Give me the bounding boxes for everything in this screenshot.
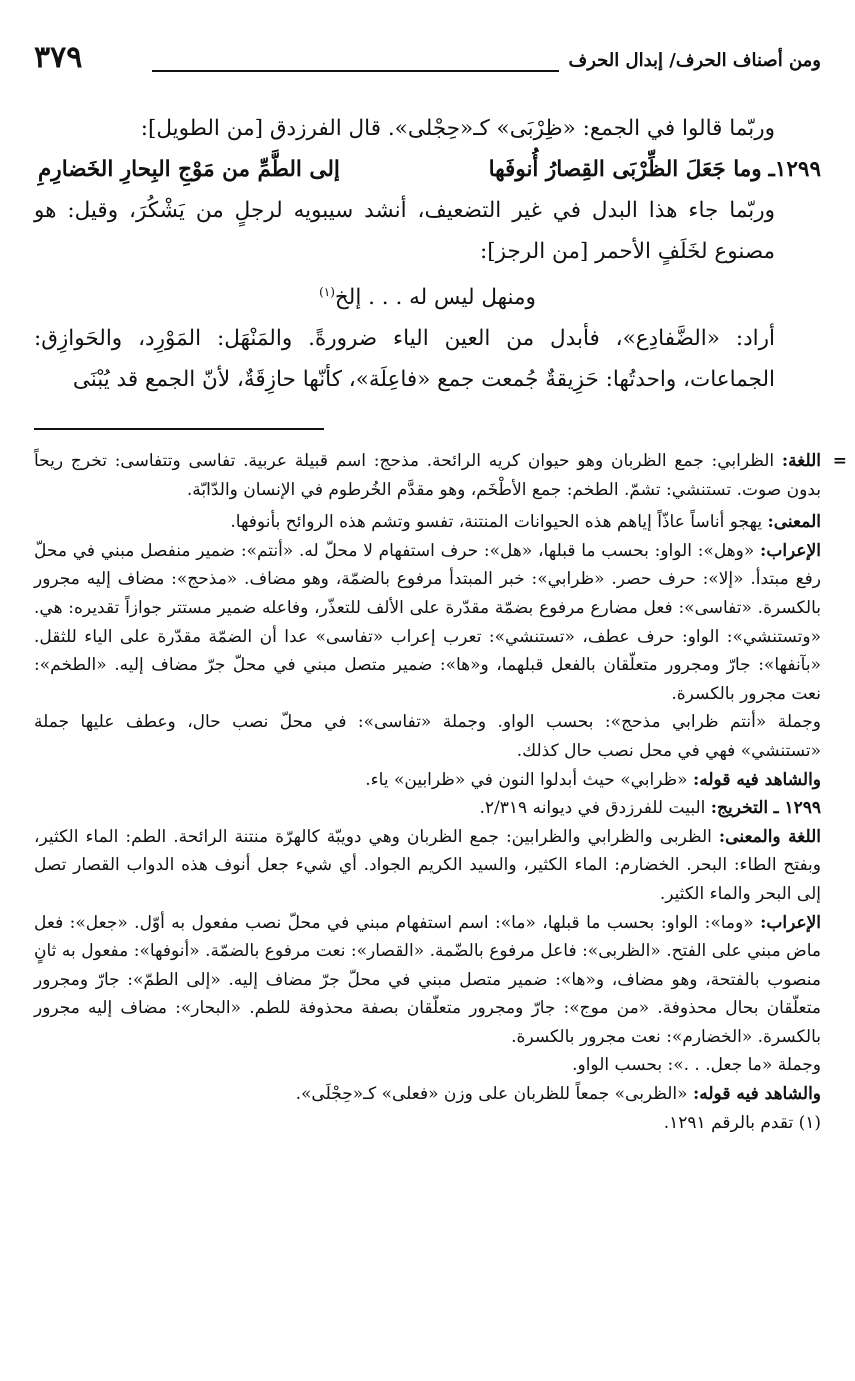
label: الإعراب: (760, 540, 821, 561)
verse-text: ومنهل ليس له . . . إلخ (334, 285, 536, 311)
label: والشاهد فيه قوله: (692, 769, 821, 790)
header-rule (152, 70, 559, 72)
commentary (34, 447, 847, 1137)
paragraph: وربّما قالوا في الجمع: «ظِرْبَى» كـ«حِجْلى». قال الفرزدق [من الطويل]: (140, 116, 775, 141)
paragraph: أراد: «الضَّفادِع»، فأبدل من العين الياء ضرورةً. والمَنْهَل: المَوْرِد، والحَوازِق: الجماعات، واحدتُها: حَزِيقةٌ جُمعت جمع «فاعِلَة»، كأنّها حازِقَةٌ، لأنّ الجمع قد يُبْنَى (34, 326, 775, 393)
note-text: «وما»: الواو: بحسب ما قبلها، «ما»: اسم استفهام مبني في محلّ نصب مفعول به أوّل. «جعل»: فعل ماض مبني على الفتح. «الظربى»: فاعل مرفوع بالضّمة. «القصار»: نعت مرفوع بالضمّة. «أنوفها»: مفعول به ثانٍ منصوب بالفتحة، وهو مضاف، و«ها»: ضمير متصل مبني في محلّ جرّ مضاف إليه. «إلى الطمّ»: جارّ ومجرور متعلّقان بحال محذوفة. «من موج»: جارّ ومجرور متعلّقان بصفة محذوفة للطم. «البحار»: مضاف إليه مجرور بالكسرة. «الخضارم»: نعت مجرور بالكسرة. (34, 912, 821, 1047)
label: الإعراب: (760, 912, 822, 933)
note-shahid (34, 1080, 821, 1109)
note-jumla: وجملة «أنتم ظرابي مذحج»: بحسب الواو. وجملة «تفاسى»: في محلّ نصب حال، وعطف عليها جملة «تستنشي» فهي في محل نصب حال كذلك. (34, 712, 821, 761)
running-title: ومن أصناف الحرف/ إبدال الحرف (568, 50, 821, 71)
quoted-verse (34, 272, 821, 318)
note-maana (34, 508, 821, 537)
note-takhrij (34, 794, 821, 823)
verse-1299 (34, 149, 821, 190)
label: والشاهد فيه قوله: (692, 1084, 821, 1105)
note-text: «الظربى» جمعاً للظربان على وزن «فعلى» كـ«حِجْلَى». (295, 1084, 688, 1105)
note-text: «وهل»: الواو: بحسب ما قبلها، «هل»: حرف استفهام لا محلّ له. «أنتم»: ضمير منفصل مبني في محلّ رفع مبتدأ. «إلا»: حرف حصر. «ظرابي»: خبر المبتدأ مرفوع بالضمّة، وهو مضاف. «مذحج»: مضاف إليه مجرور بالكسرة. «تفاسى»: فعل مضارع مرفوع بضمّة مقدّرة على الألف للتعذّر، وفاعله ضمير مستتر جوازاً تقديره: هي. «وتستنشي»: الواو: حرف عطف، «تستنشي»: تعرب إعراب «تفاسى» عدا أن الضمّة مقدّرة على الياء للثقل. «بآنفها»: جارّ ومجرور متعلّقان بالفعل قبلهما، و«ها»: ضمير متصل مبني في محلّ جرّ مضاف إليه. «الطخم»: نعت مجرور بالكسرة. (34, 540, 821, 704)
note-lugha (34, 447, 847, 504)
label: المعنى: (767, 512, 821, 533)
verse-ref-number: ١٢٩٩ ـ (773, 798, 821, 819)
note-text: البيت للفرزدق في ديوانه ٢/٣١٩. (479, 798, 706, 819)
paragraph: وربّما جاء هذا البدل في غير التضعيف، أنشد سيبويه لرجلٍ من يَشْكُرَ، وقيل: هو مصنوع لخَلَفٍ الأحمر [من الرجز]: (34, 198, 775, 264)
note-irab (34, 909, 821, 1052)
footnote-separator (34, 428, 324, 430)
note-text: الظربى والظرابي والظرابين: جمع الظربان وهي دويبّة كالهرّة منتنة الرائحة. الطم: الماء الكثير، وبفتح الطاء: البحر. الخضارم: الماء الكثير، والسيد الكريم الجواد. أي شيء جعل أنوف هذه الدواب القصار تصل إلى البحر والماء الكثير. (34, 826, 821, 904)
label: اللغة والمعنى: (718, 826, 822, 847)
note-text: الظرابي: جمع الظربان وهو حيوان كريه الرائحة. مذحج: اسم قبيلة عربية. تفاسى وتتفاسى: تخرج ريحاً بدون صوت. تستنشي: تشمّ. الطخم: جمع الأطْخَم، وهو مقدَّم الخُرطوم في الإنسان والدّابّة. (34, 451, 821, 500)
hemistich-1: وما جَعَلَ الظِّرْبَى القِصارُ أُنوفَها (488, 157, 762, 182)
label: التخريج: (710, 798, 769, 819)
hemistich-2: إلى الطَّمِّ من مَوْجِ البِحارِ الخَضارِمِ (38, 157, 340, 182)
label: اللغة: (781, 451, 822, 471)
page-header (34, 40, 821, 84)
footnote: (١) تقدم بالرقم ١٢٩١. (663, 1112, 821, 1133)
verse-number: ١٢٩٩ـ (768, 157, 821, 182)
note-irab (34, 537, 821, 709)
main-text (34, 108, 821, 400)
continuation-mark: = (832, 451, 847, 471)
note-text: «ظرابي» حيث أبدلوا النون في «ظرابين» ياء. (365, 769, 688, 790)
note-lugha-maana (34, 823, 821, 909)
page-number: ٣٧٩ (34, 40, 83, 75)
note-shahid (34, 766, 821, 795)
verse-first-hemistich (489, 149, 821, 190)
note-jumla: وجملة «ما جعل. . .»: بحسب الواو. (572, 1055, 821, 1076)
footnote-mark: (١) (319, 285, 335, 299)
note-text: يهجو أناساً عاذّاً إياهم هذه الحيوانات المنتنة، تفسو وتشم هذه الروائح بأنوفها. (230, 512, 763, 533)
